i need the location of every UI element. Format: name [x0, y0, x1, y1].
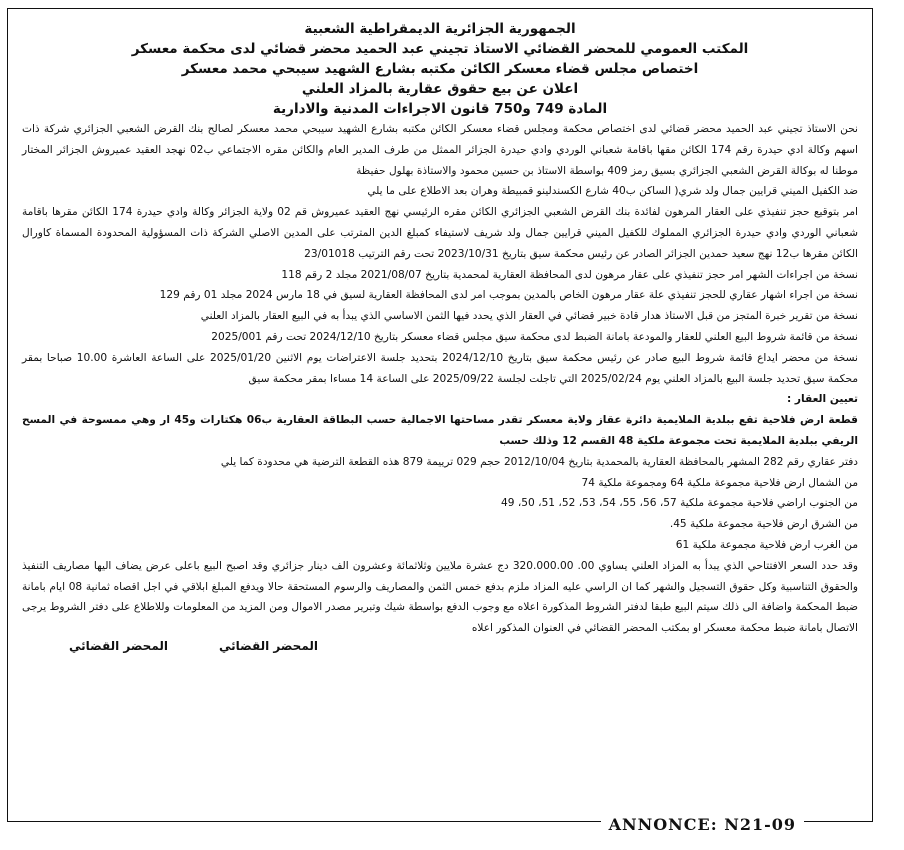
paragraph-price: وقد حدد السعر الافتتاحي الذي يبدأ به المزاد العلني يساوي 00. 320.000.00 دج عشرة ملايين وثلاثمائة وعشرون الف دينار جزائري وقد اصبح البيع باعلى عرض يضاف اليها مصاريف التنفيذ والحقوق التناسبية وكل حقوق التسجيل والشهر كما ان الراسي عليه المزاد ملزم بدفع خمس الثمن والمصاريف والرسوم المستحقة حالا ويدفع المبلغ ابلاقي في اجل اقصاه ثمانية 08 ايام بامانة ضبط المحكمة واضافة الى ذلك سيتم البيع طبقا لدفتر الشروط المذكورة اعلاه مع وجوب الدفع بواسطة شيك وتبرير مصدر الاموال ومن المزيد من المعلومات وللاطلاع على دفتر الشروط يرجى الاتصال بامانة ضبط محكمة معسكر او بمكتب المحضر القضائي في العنوان المذكور اعلاه: [22, 559, 858, 635]
section-property: تعيين العقار :: [786, 393, 858, 406]
announcement-frame: [7, 8, 873, 822]
boundary-north: من الشمال ارض فلاحية مجموعة ملكية 64 ومجموعة ملكية 74: [581, 476, 858, 489]
header-title: اعلان عن بيع حقوق عقارية بالمزاد العلني: [301, 81, 579, 97]
paragraph-seizure-order: امر بتوقيع حجز تنفيذي على العقار المرهون لفائدة بنك القرض الشعبي الجزائري الكائن مقره الرئيسي نهج العقيد عميروش قم 02 ولاية الجزائر وكالة وادي حيدرة 174 الكائن مقرها باقامة شعباني الوردي وادي حيدرة الجزائري المملوك للكفيل الميني قرايين جمال ولد شريف لاستيفاء كمبلغ الدين المترتب على المدين الاصلي الشركة ذات المسؤولية المحدودة المسماة كاورال الكائن مقرها ب12 نهج سعيد حمدين الجزائر الصادر عن رئيس محكمة سيق بتاريخ 2023/10/31 تحت رقم الترتيب 23/01018: [22, 206, 858, 260]
header-office: المكتب العمومي للمحضر القضائي الاستاذ تجيني عبد الحميد محضر قضائي لدى محكمة معسكر: [131, 41, 749, 57]
paragraph-publication: نسخة من اجراء اشهار عقاري للحجز تنفيذي علة عقار مرهون الخاص بالمدين بموجب امر لدى المحافظة العقارية لسيق في 18 مارس 2024 مجلد 01 رقم 129: [159, 289, 858, 302]
signature-row: [22, 639, 858, 661]
paragraph-deed: دفتر عقاري رقم 282 المشهر بالمحافظة العقارية بالمحمدية بتاريخ 2012/10/04 حجم 029 ترييمة 879 هذه القطعة الترضية هي محدودة كما يلي: [220, 455, 858, 468]
annonce-number: ANNONCE: N21-09: [601, 815, 804, 835]
paragraph-against: ضد الكفيل الميني قرايين جمال ولد شري( الساكن ب40 شارع الكسندلينو قمبيطة وهران بعد الاطلاع على ما يلي: [367, 185, 858, 198]
signature-bailiff-left: المحضر القضائي: [68, 638, 168, 653]
boundary-east: من الشرق ارض فلاحية مجموعة ملكية 45.: [669, 518, 858, 531]
header-article: المادة 749 و750 قانون الاجراءات المدنية والادارية: [272, 101, 608, 117]
header-republic: الجمهورية الجزائرية الديمقراطية الشعبية: [304, 21, 576, 37]
signature-bailiff: المحضر القضائي: [218, 638, 318, 653]
boundary-west: من الغرب ارض فلاحية مجموعة ملكية 61: [675, 538, 858, 551]
paragraph-registration: نسخة من اجراءات الشهر امر حجز تنفيذي على عقار مرهون لدى المحافظة العقارية لمحمدية بتاريخ 2021/08/07 مجلد 2 رقم 118: [281, 268, 858, 281]
paragraph-expertise: نسخة من تقرير خبرة المتجز من قبل الاستاذ هدار قادة خبير قضائي في العقار الذي يحدد فيها الثمن الاساسي الذي يبدأ به في البيع العقار بالمزاد العلني: [200, 310, 858, 323]
paragraph-conditions: نسخة من قائمة شروط البيع العلني للعقار والمودعة بامانة الضبط لدى محكمة سيق مجلس قضاء معسكر بتاريخ 2024/12/10 تحت رقم 2025/001: [211, 330, 858, 343]
header-jurisdiction: اختصاص مجلس قضاء معسكر الكائن مكتبه بشارع الشهيد سيبحي محمد معسكر: [181, 61, 699, 77]
boundary-south: من الجنوب اراضي فلاحية مجموعة ملكية 57، 56، 55، 54، 53، 52، 51، 50، 49: [501, 497, 858, 510]
paragraph-plot: قطعة ارض فلاحية تقع ببلدية الملايمية دائرة عقاز ولاية معسكر تقدر مساحتها الاجمالية حسب البطاقة العقارية ب06 هكتارات و45 ار وهي ممسوحة في المسح الريفي ببلدية الملايمية تحت مجموعة ملكية 48 القسم 12 وذلك حسب: [22, 414, 858, 447]
paragraph-bailiff: نحن الاستاذ تجيني عبد الحميد محضر قضائي لدى اختصاص محكمة ومجلس قضاء معسكر الكائن مكتبه بشارع الشهيد سيبحي محمد معسكر لصالح بنك القرض الشعبي الجزائري شركة ذات اسهم وكالة ادي حيدرة رقم 174 الكائن مقها باقامة شعباني الوردي وادي حيدرة الجزائر الممثل من طرف المدير العام والكائن مقره الاجتماعي ب02 نهجد العقيد عميروش الجزائر المختار موطنا له بوكالة القرض الشعبي الجزائري بسيق رمز 409 بواسطة الاستاذ بن حسين محمود والاستاذة بهلول حفيظة: [22, 123, 858, 177]
paragraph-deposit: نسخة من محضر ايداع قائمة شروط البيع صادر عن رئيس محكمة سيق بتاريخ 2024/12/10 بتحديد جلسة الاعتراضات يوم الاثنين 2025/01/20 على الساعة العاشرة 10.00 صباحا بمقر محكمة سيق تحديد جلسة البيع بالمزاد العلني يوم 2025/02/24 التي تاجلت لجلسة 2025/09/22 على الساعة 14 مساءا بمقر محكمة سيق: [22, 351, 858, 385]
